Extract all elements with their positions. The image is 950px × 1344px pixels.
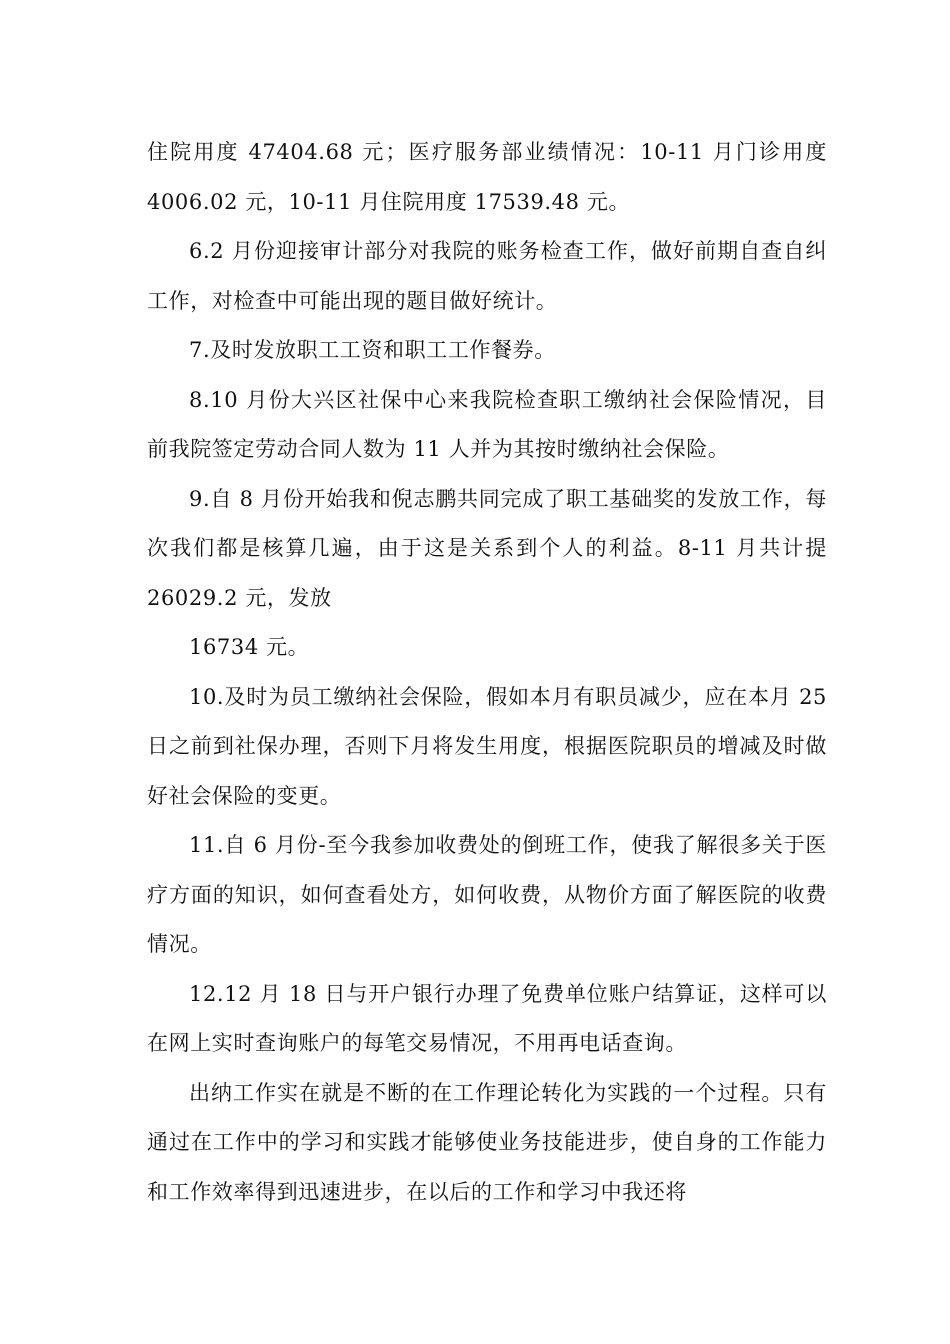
paragraph-item-9-continued: 16734 元。 bbox=[189, 635, 310, 659]
paragraph-item-12: 12.12 月 18 日与开户银行办理了免费单位账户结算证，这样可以在网上实时查询账户的每笔交易情况，不用再电话查询。 bbox=[147, 981, 827, 1055]
paragraph-summary: 出纳工作实在就是不断的在工作理论转化为实践的一个过程。只有通过在工作中的学习和实践才能够使业务技能进步，使自身的工作能力和工作效率得到迅速进步，在以后的工作和学习中我还将 bbox=[147, 1080, 827, 1204]
paragraph-item-7: 7.及时发放职工工资和职工工作餐券。 bbox=[189, 338, 556, 362]
paragraph-expense-figures: 住院用度 47404.68 元；医疗服务部业绩情况：10-11 月门诊用度 4006.02 元，10-11 月住院用度 17539.48 元。 bbox=[147, 140, 827, 214]
paragraph-item-6: 6.2 月份迎接审计部分对我院的账务检查工作，做好前期自查自纠工作，对检查中可能出现的题目做好统计。 bbox=[147, 239, 827, 313]
document-body bbox=[147, 128, 827, 1217]
paragraph-item-11: 11.自 6 月份-至今我参加收费处的倒班工作，使我了解很多关于医疗方面的知识，如何查看处方，如何收费，从物价方面了解医院的收费情况。 bbox=[147, 833, 827, 956]
paragraph-item-8: 8.10 月份大兴区社保中心来我院检查职工缴纳社会保险情况，目前我院签定劳动合同人数为 11 人并为其按时缴纳社会保险。 bbox=[147, 387, 827, 461]
paragraph-item-10: 10.及时为员工缴纳社会保险，假如本月有职员减少，应在本月 25 日之前到社保办理，否则下月将发生用度，根据医院职员的增减及时做好社会保险的变更。 bbox=[147, 684, 827, 808]
paragraph-item-9: 9.自 8 月份开始我和倪志鹏共同完成了职工基础奖的发放工作，每次我们都是核算几遍，由于这是关系到个人的利益。8-11 月共计提 26029.2 元，发放 bbox=[147, 486, 827, 610]
